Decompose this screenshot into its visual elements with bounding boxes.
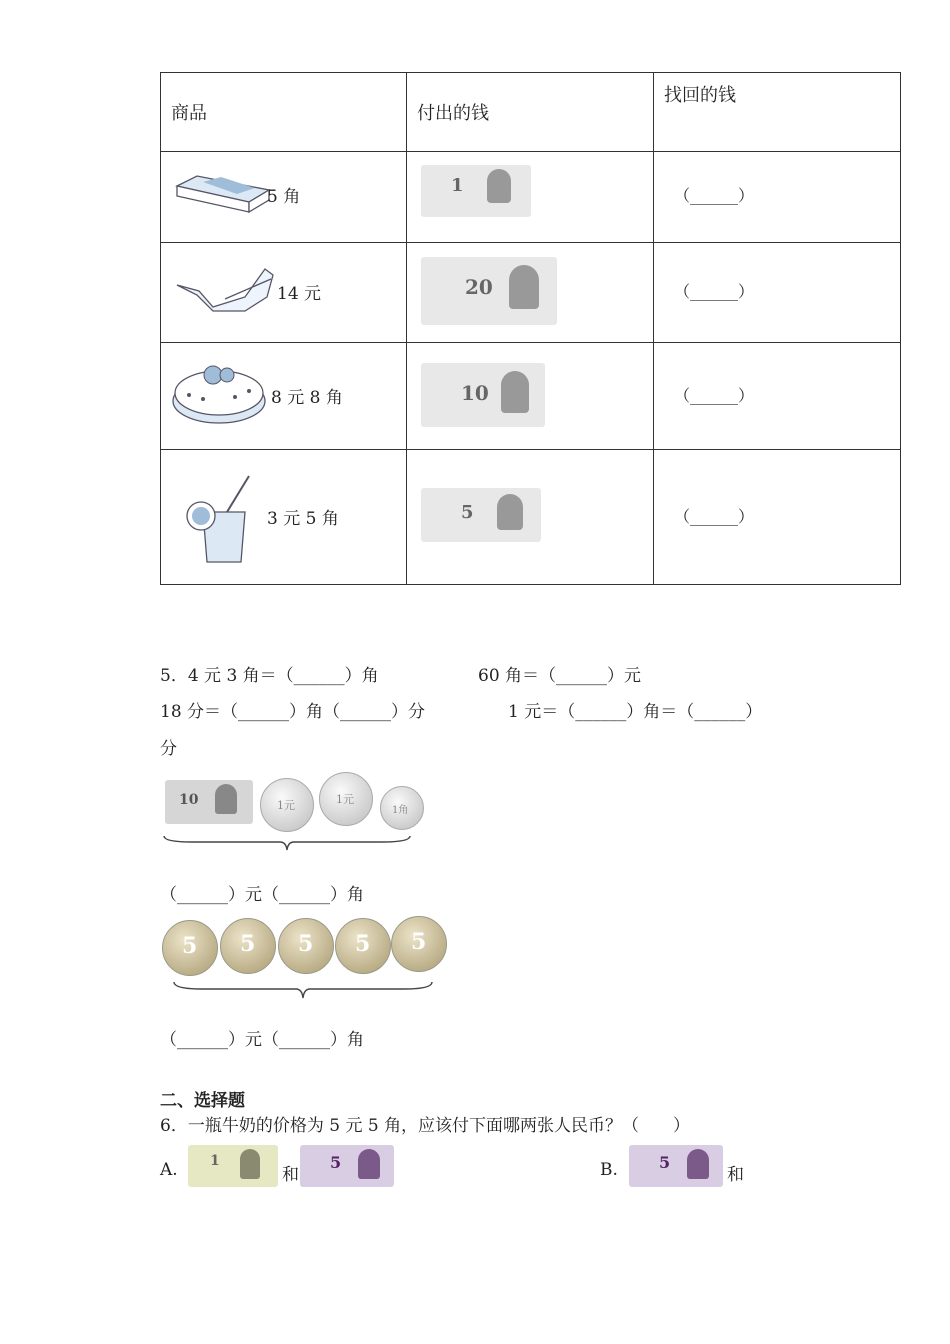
banknote-10-icon: 10 [165,780,253,824]
curly-brace [162,834,412,852]
q5-answer1: （______）元（______）角 [160,885,364,905]
banknote-10-icon: 10 [421,363,545,427]
q6-text: 6．一瓶牛奶的价格为 5 元 5 角，应该付下面哪两张人民币？（ ） [160,1116,691,1136]
q5-line2b: 1 元＝（______）角＝（______） [508,702,763,722]
table-row-paid [407,152,654,243]
banknote-5-icon: 5 [300,1145,394,1187]
banknote-1-icon: 1 [421,165,531,217]
header-paid: 付出的钱 [407,73,654,152]
coin-1-yuan-icon: 1元 [260,778,314,832]
coin-1-jiao-icon: 1角 [380,786,424,830]
cake-icon [169,363,269,427]
eraser-icon [173,174,273,214]
table-row-paid [407,243,654,343]
table-row-item: 3 元 5 角 [161,450,407,585]
coin-5-jiao-icon: 5 [335,918,391,974]
q5-answer2: （______）元（______）角 [160,1030,364,1050]
banknote-5-icon: 5 [421,488,541,542]
section-title: 二、选择题 [160,1091,245,1111]
table-row-change: （______） [654,343,901,450]
table-row-item: 14 元 [161,243,407,343]
glasses-icon [175,267,275,317]
curly-brace [172,980,434,1000]
table-row-paid [407,450,654,585]
change-table [160,72,901,585]
coin-1-yuan-icon: 1元 [319,772,373,826]
banknote-5-icon: 5 [629,1145,723,1187]
option-b-label: B. [600,1160,618,1180]
coin-5-jiao-icon: 5 [278,918,334,974]
table-row-change: （______） [654,450,901,585]
q5-line2a: 18 分＝（______）角（______）分 [160,702,426,722]
table-row-paid [407,343,654,450]
q5-line3: 分 [160,739,177,759]
table-row-item: 8 元 8 角 [161,343,407,450]
coin-5-jiao-icon: 5 [391,916,447,972]
table-row-item: 5 角 [161,152,407,243]
coin-5-jiao-icon: 5 [162,920,218,976]
juice-icon [183,472,253,566]
option-a-join: 和 [282,1165,299,1185]
option-a-label: A. [160,1160,178,1180]
table-row-change: （______） [654,243,901,343]
banknote-1-icon: 1 [188,1145,278,1187]
banknote-20-icon: 20 [421,257,557,325]
q5-line1a: 5．4 元 3 角＝（______）角 [160,666,379,686]
q5-line1b: 60 角＝（______）元 [478,666,642,686]
header-change: 找回的钱 [654,73,901,152]
option-b-join: 和 [727,1165,744,1185]
coin-5-jiao-icon: 5 [220,918,276,974]
header-item: 商品 [161,73,407,152]
table-row-change: （______） [654,152,901,243]
